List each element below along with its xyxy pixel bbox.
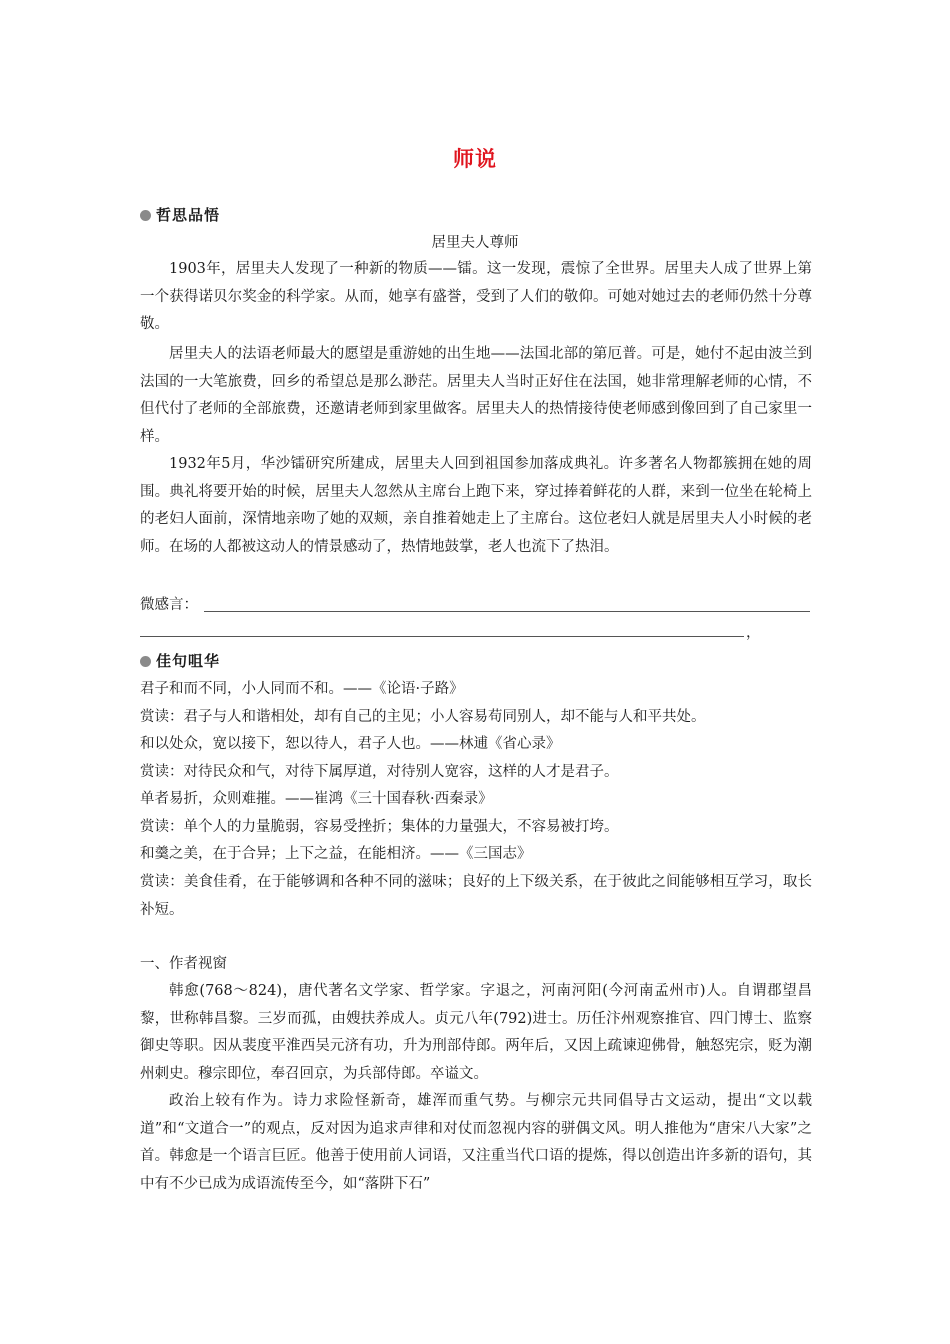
quote-line: 和羹之美，在于合异；上下之益，在能相济。——《三国志》 [140,846,532,862]
quote-list [140,676,812,869]
answer-blank-line[interactable] [140,636,744,637]
bullet-dot-icon [140,210,151,221]
quote-line: 和以处众，宽以接下，恕以待人，君子人也。——林逋《省心录》 [140,736,561,752]
story-paragraph: 居里夫人的法语老师最大的愿望是重游她的出生地——法国北部的第厄普。可是，她付不起由波兰到法国的一大笔旅费，回乡的希望总是那么渺茫。居里夫人当时正好住在法国，她非常理解老师的心情，不但代付了老师的全部旅费，还邀请老师到家里做客。居里夫人的热情接待使老师感到像回到了自己家里一样。 [140,346,812,445]
page-title: 师说 [453,147,497,171]
author-paragraph: 韩愈(768～824)，唐代著名文学家、哲学家。字退之，河南河阳(今河南孟州市)人。自谓郡望昌黎，世称韩昌黎。三岁而孤，由嫂扶养成人。贞元八年(792)进士。历任汴州观察推官、四门博士、监察御史等职。因从裴度平淮西吴元济有功，升为刑部侍郎。两年后，又因上疏谏迎佛骨，触怒宪宗，贬为潮州刺史。穆宗即位，奉召回京，为兵部侍郎。卒谥文。 [140,983,812,1082]
appreciation-line: 赏读：单个人的力量脆弱，容易受挫折；集体的力量强大，不容易被打垮。 [140,818,619,835]
feeling-end-mark: ， [746,625,761,641]
section-heading-label: 哲思品悟 [156,206,221,224]
feeling-label: 微感言： [140,597,198,613]
author-section-heading: 一、作者视窗 [140,956,227,972]
author-paragraph: 政治上较有作为。诗力求险怪新奇，雄浑而重气势。与柳宗元共同倡导古文运动，提出“文以载道”和“文道合一”的观点，反对因为追求声律和对仗而忽视内容的骈偶文风。明人推他为“唐宋八大家”之首。韩愈是一个语言巨匠。他善于使用前人词语，又注重当代口语的提炼，得以创造出许多新的语句，其中有不少已成为成语流传至今，如“落阱下石” [140,1093,812,1192]
bullet-dot-icon [140,656,151,667]
appreciation-line: 赏读：美食佳肴，在于能够调和各种不同的滋味；良好的上下级关系，在于彼此之间能够相互学习，取长补短。 [140,874,812,918]
story-title: 居里夫人尊师 [431,235,519,251]
answer-blank-line[interactable] [204,611,810,612]
story-paragraph: 1932年5月，华沙镭研究所建成，居里夫人回到祖国参加落成典礼。许多著名人物都簇拥在她的周围。典礼将要开始的时候，居里夫人忽然从主席台上跑下来，穿过捧着鲜花的人群，来到一位坐在轮椅上的老妇人面前，深情地亲吻了她的双颊，亲自推着她走上了主席台。这位老妇人就是居里夫人小时候的老师。在场的人都被这动人的情景感动了，热情地鼓掌，老人也流下了热泪。 [140,456,812,555]
story-paragraph: 1903年，居里夫人发现了一种新的物质——镭。这一发现，震惊了全世界。居里夫人成了世界上第一个获得诺贝尔奖金的科学家。从而，她享有盛誉，受到了人们的敬仰。可她对她过去的老师仍然十分尊敬。 [140,261,812,332]
quote-line: 君子和而不同，小人同而不和。——《论语·子路》 [140,681,464,697]
appreciation-line: 赏读：对待民众和气，对待下属厚道，对待别人宽容，这样的人才是君子。 [140,763,619,780]
section-heading-quotes [140,649,220,673]
section-heading-label: 佳句咀华 [156,652,221,670]
section-heading-philosophy [140,203,220,227]
quote-line: 单者易折，众则难摧。——崔鸿《三十国春秋·西秦录》 [140,791,493,807]
appreciation-line: 赏读：君子与人和谐相处，却有自己的主见；小人容易苟同别人，却不能与人和平共处。 [140,708,706,725]
